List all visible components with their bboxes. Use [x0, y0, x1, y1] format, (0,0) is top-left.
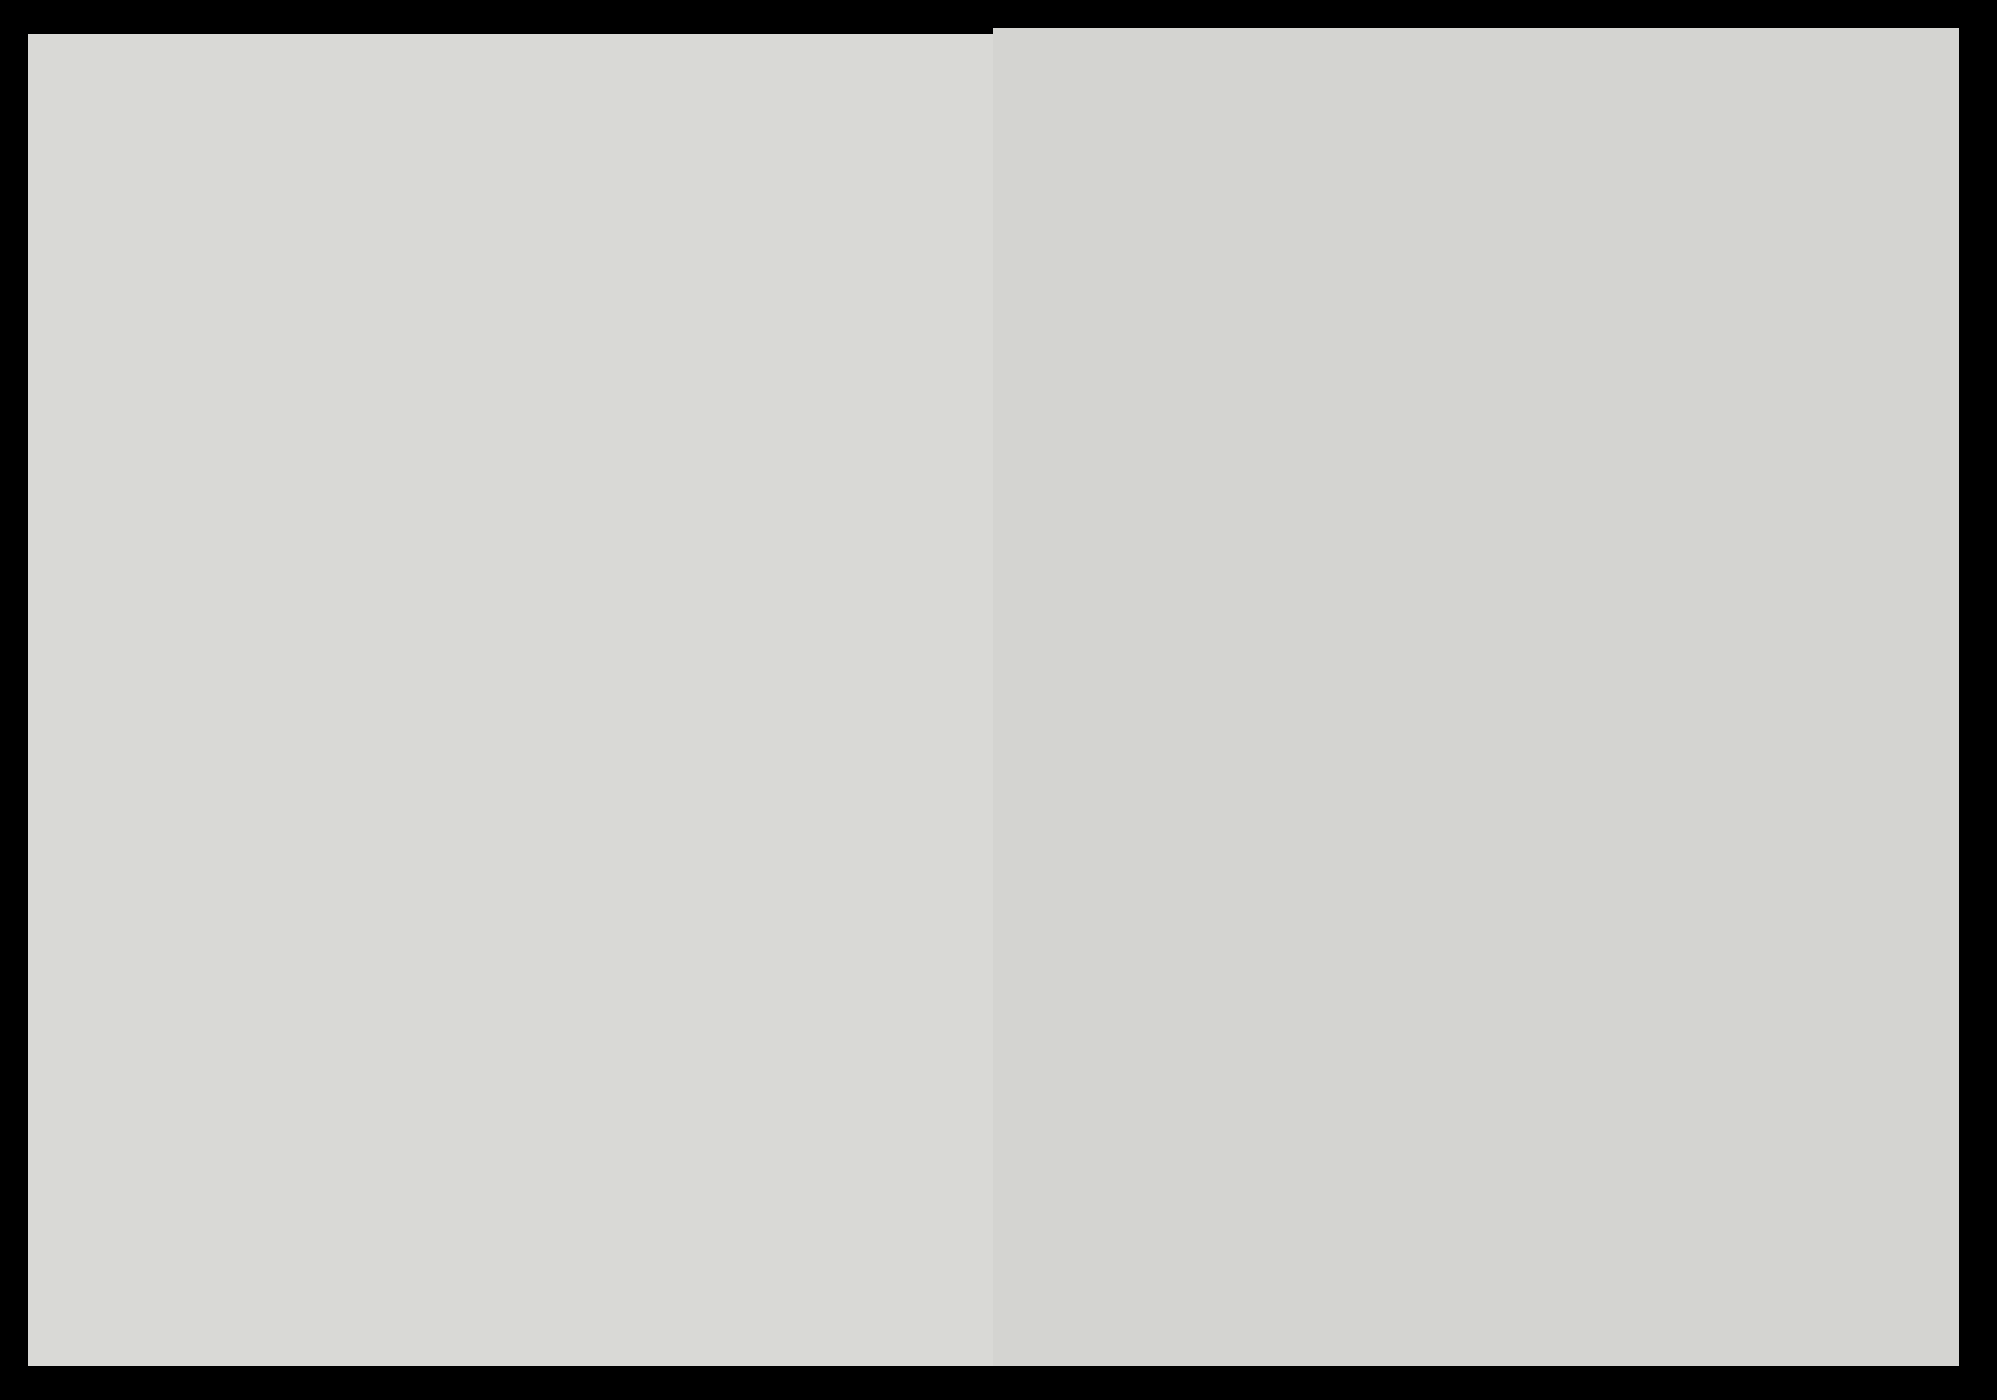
left-page: [28, 34, 996, 1366]
right-page: [993, 28, 1959, 1366]
